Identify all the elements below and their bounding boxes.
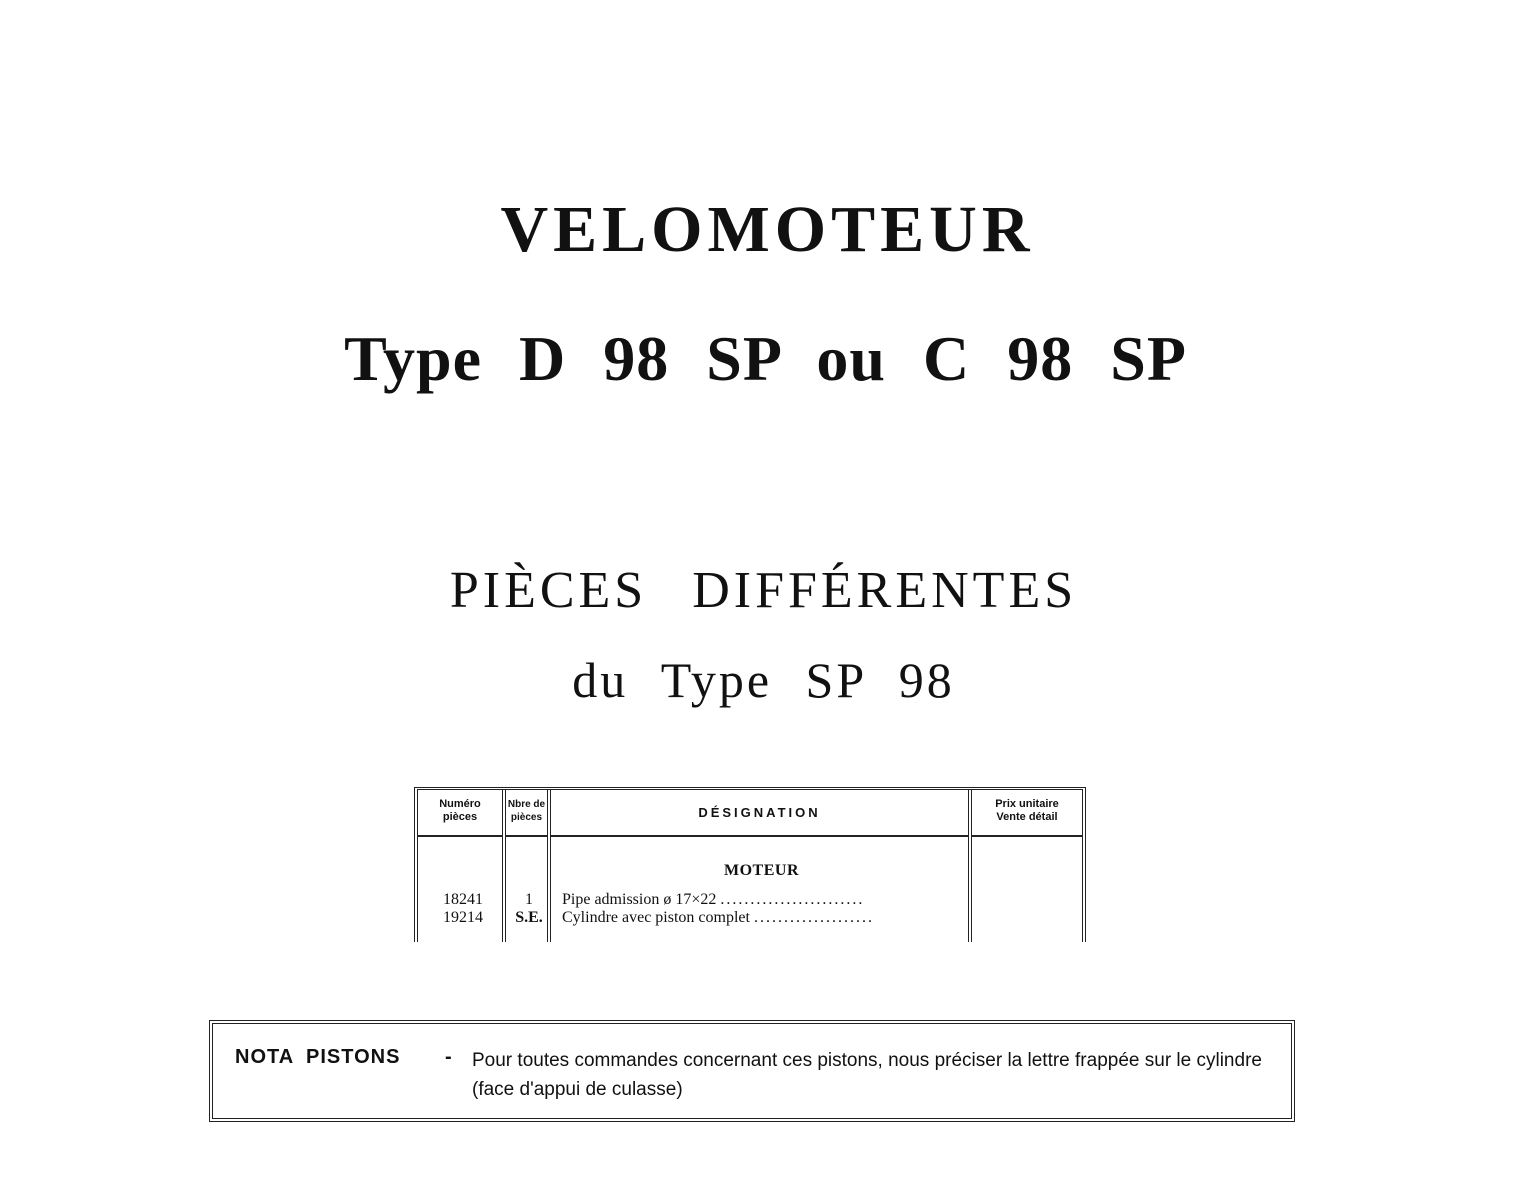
- header-underline: [506, 835, 547, 837]
- column-header-price-line1: Prix unitaire: [995, 798, 1059, 810]
- nota-box: [209, 1020, 1295, 1122]
- document-title: VELOMOTEUR: [500, 193, 1035, 266]
- column-header-number-line1: Numéro: [439, 798, 481, 810]
- section-subheading: du Type SP 98: [572, 652, 955, 708]
- leader-dots: ....................: [753, 909, 874, 926]
- part-quantity: 1: [525, 891, 533, 908]
- header-underline: [418, 835, 502, 837]
- column-header-quantity: [506, 798, 547, 824]
- part-number: 18241: [443, 891, 483, 908]
- table-row: [418, 891, 1082, 909]
- model-type: Type D 98 SP ou C 98 SP: [344, 323, 1187, 394]
- header-underline: [972, 835, 1082, 837]
- column-header-price: [972, 798, 1082, 824]
- leader-dots: ........................: [720, 891, 865, 908]
- table-row: [418, 909, 1082, 927]
- parts-table: [414, 787, 1086, 942]
- section-heading: PIÈCES DIFFÉRENTES: [449, 562, 1078, 619]
- column-header-quantity-line1: Nbre de: [507, 799, 546, 810]
- part-designation-text: Cylindre avec piston complet: [562, 909, 750, 926]
- column-header-quantity-line2: pièces: [510, 812, 543, 823]
- column-header-number: [418, 798, 502, 824]
- part-number: 19214: [443, 909, 483, 926]
- nota-text: Pour toutes commandes concernant ces pistons, nous préciser la lettre frappée sur le cylindre (face d'appui de culasse): [472, 1050, 1262, 1100]
- column-header-number-line2: pièces: [442, 811, 478, 823]
- nota-label: NOTA PISTONS: [235, 1046, 401, 1068]
- column-header-price-line2: Vente détail: [996, 811, 1058, 823]
- part-designation-text: Pipe admission ø 17×22: [562, 891, 717, 908]
- part-quantity: S.E.: [515, 909, 543, 926]
- column-header-designation: DÉSIGNATION: [698, 805, 821, 820]
- nota-dash: -: [445, 1046, 452, 1068]
- table-section-title: MOTEUR: [724, 862, 799, 879]
- part-designation: [562, 891, 969, 909]
- header-underline: [551, 835, 968, 837]
- part-designation: [562, 909, 969, 927]
